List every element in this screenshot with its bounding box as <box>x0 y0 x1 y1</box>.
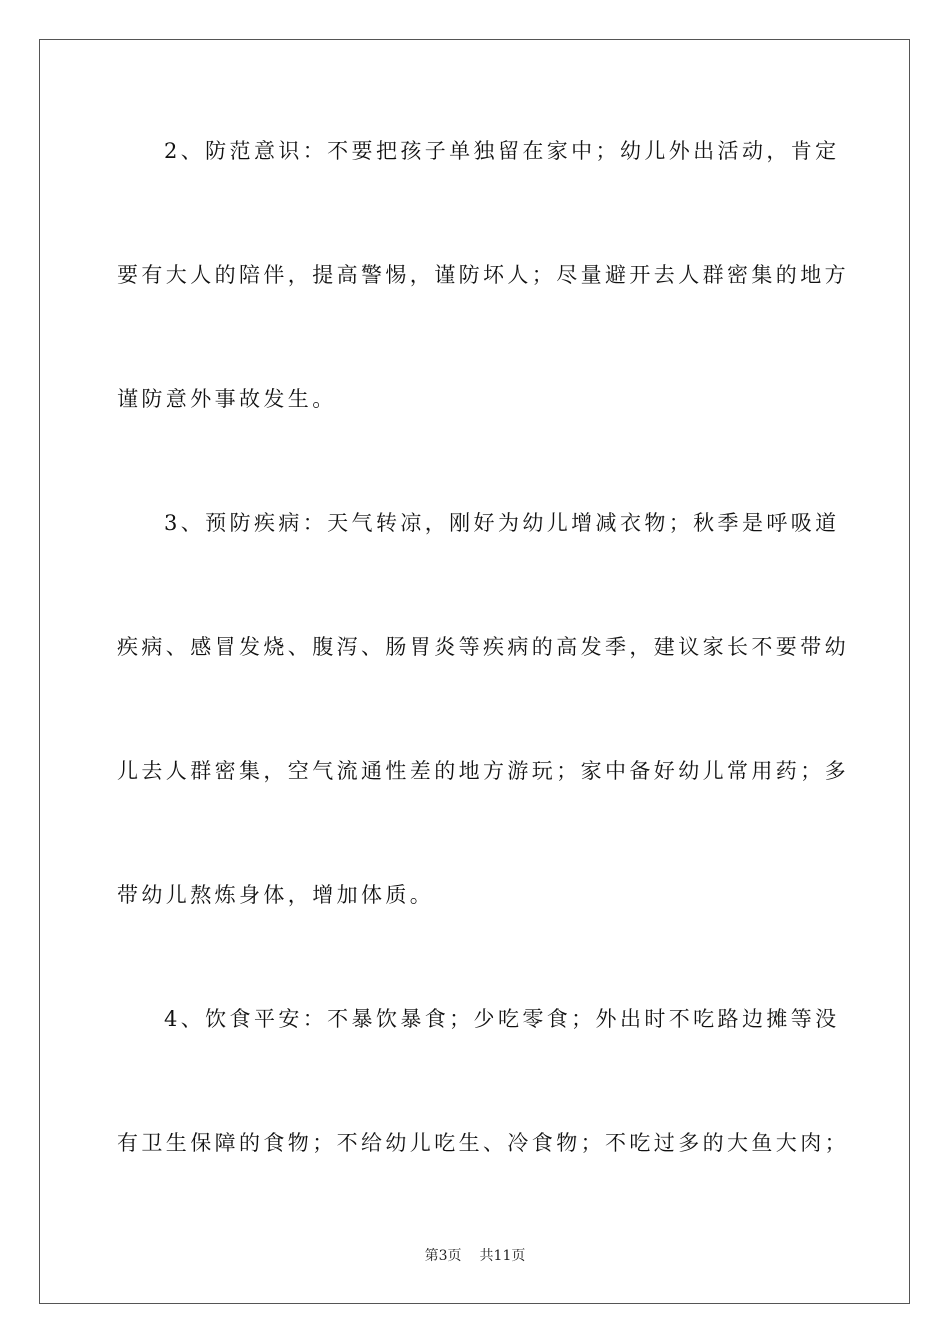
paragraph-line: 疾病、感冒发烧、腹泻、肠胃炎等疾病的高发季，建议家长不要带幼 <box>117 635 849 659</box>
paragraph-line: 要有大人的陪伴，提高警惕，谨防坏人；尽量避开去人群密集的地方 <box>117 263 849 287</box>
page-number: 第3页 <box>424 1248 462 1264</box>
paragraph-line: 3、预防疾病：天气转凉，刚好为幼儿增减衣物；秋季是呼吸道 <box>164 511 840 535</box>
paragraph-line: 谨防意外事故发生。 <box>117 387 337 411</box>
paragraph-line: 2、防范意识：不要把孩子单独留在家中；幼儿外出活动，肯定 <box>164 139 840 163</box>
paragraph-line: 有卫生保障的食物；不给幼儿吃生、冷食物；不吃过多的大鱼大肉； <box>117 1131 849 1155</box>
paragraph-line: 带幼儿熬炼身体，增加体质。 <box>117 883 435 907</box>
total-pages: 共11页 <box>479 1248 526 1264</box>
page-footer <box>0 1247 950 1265</box>
page-border <box>39 39 910 1304</box>
paragraph-line: 4、饮食平安：不暴饮暴食；少吃零食；外出时不吃路边摊等没 <box>164 1007 840 1031</box>
paragraph-line: 儿去人群密集，空气流通性差的地方游玩；家中备好幼儿常用药；多 <box>117 759 849 783</box>
